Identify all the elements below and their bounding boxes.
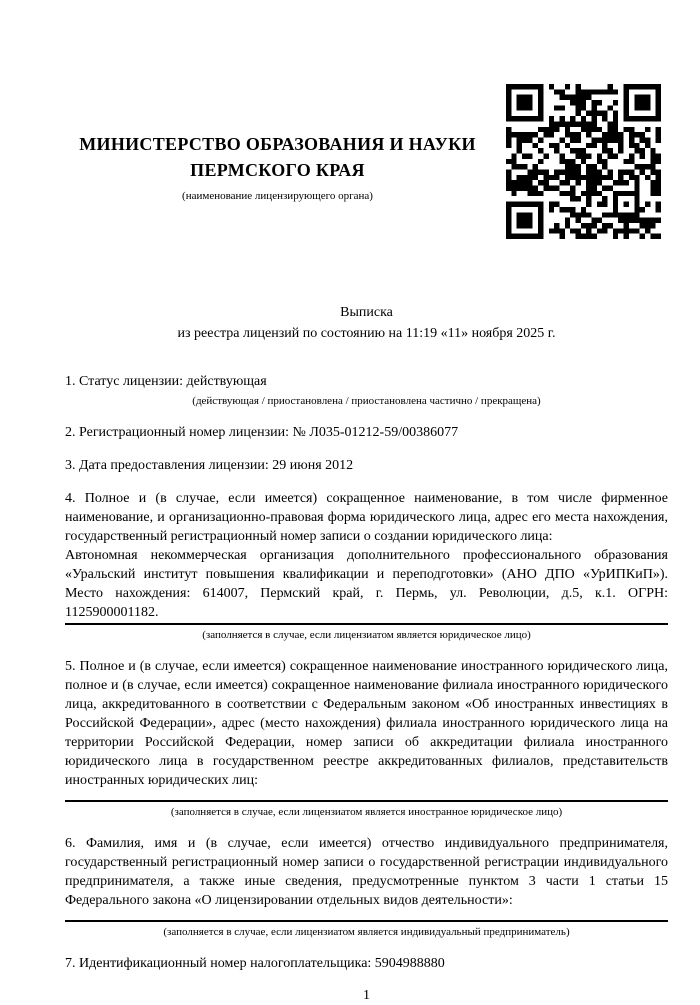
document-title-line1: Выписка (340, 305, 393, 320)
item-individual-entrepreneur (65, 834, 668, 940)
item-grant-date (65, 456, 668, 475)
items-section (65, 372, 668, 973)
item-legal-entity-blank-field-line (65, 623, 668, 625)
page-number: 1 (363, 988, 370, 1003)
item-license-status-text: 1. Статус лицензии: действующая (65, 374, 267, 389)
qr-code (506, 84, 661, 239)
item-foreign-legal-entity (65, 657, 668, 820)
item-legal-entity-text: 4. Полное и (в случае, если имеется) сокращенное наименование, в том числе фирменное наименование, и организационно-правовая форма юридического лица, адрес его места нахождения, государственный регистрационный номер записи о создании юридического лица: (65, 491, 668, 544)
item-individual-entrepreneur-blank-field-line (65, 920, 668, 922)
item-taxpayer-number-text: 7. Идентификационный номер налогоплательщика: 5904988880 (65, 956, 445, 971)
item-individual-entrepreneur-caption: (заполняется в случае, если лицензиатом является индивидуальный предприниматель) (163, 926, 570, 938)
item-grant-date-text: 3. Дата предоставления лицензии: 29 июня 2012 (65, 458, 354, 473)
item-foreign-legal-entity-caption: (заполняется в случае, если лицензиатом является иностранное юридическое лицо) (170, 806, 563, 818)
qr-code-image (506, 84, 661, 239)
document-title (65, 302, 668, 344)
item-legal-entity (65, 489, 668, 643)
item-registration-number-text: 2. Регистрационный номер лицензии: № Л035-01212-59/00386077 (65, 425, 459, 440)
item-taxpayer-number (65, 954, 668, 973)
item-license-status (65, 372, 668, 409)
item-legal-entity-value: Автономная некоммерческая организация дополнительного профессионального образования «Уральский институт повышения квалификации и переподготовки» (АНО ДПО «УрИПКиП»). Место нахождения: 614007, Пермский край, г. Пермь, ул. Революции, д.5, к.1. ОГРН: 1125900001182. (65, 548, 668, 620)
ministry-name (65, 131, 490, 183)
item-foreign-legal-entity-text: 5. Полное и (в случае, если имеется) сокращенное наименование иностранного юридического лица, полное и (в случае, если имеется) сокращенное наименование филиала иностранного юридического лица, аккредитованного в соответствии с Федеральным законом «Об иностранных инвестициях в Российской Федерации», адрес (место нахождения) филиала иностранного юридического лица на территории Российской Федерации, номер записи об аккредитации филиала иностранного юридического лица в государственном реестре аккредитованных филиалов, представительств иностранных юридических лиц: (65, 659, 668, 788)
item-registration-number (65, 423, 668, 442)
ministry-name-line1: МИНИСТЕРСТВО ОБРАЗОВАНИЯ И НАУКИ (79, 134, 476, 154)
item-legal-entity-caption: (заполняется в случае, если лицензиатом является юридическое лицо) (202, 629, 531, 641)
item-license-status-caption: (действующая / приостановлена / приостановлена частично / прекращена) (192, 395, 541, 407)
document-header (65, 0, 490, 203)
document-title-line2: из реестра лицензий по состоянию на 11:19 «11» ноября 2025 г. (177, 326, 556, 341)
item-foreign-legal-entity-blank-field-line (65, 800, 668, 802)
page-footer (65, 986, 668, 1005)
licensing-authority-caption: (наименование лицензирующего органа) (182, 190, 373, 202)
ministry-name-line2: ПЕРМСКОГО КРАЯ (190, 160, 365, 180)
item-individual-entrepreneur-text: 6. Фамилия, имя и (в случае, если имеется) отчество индивидуального предпринимателя, государственный регистрационный номер записи о государственной регистрации индивидуального предпринимателя, а также иные сведения, предусмотренные пунктом 3 части 1 статьи 15 Федерального закона «О лицензировании отдельных видов деятельности»: (65, 836, 668, 908)
